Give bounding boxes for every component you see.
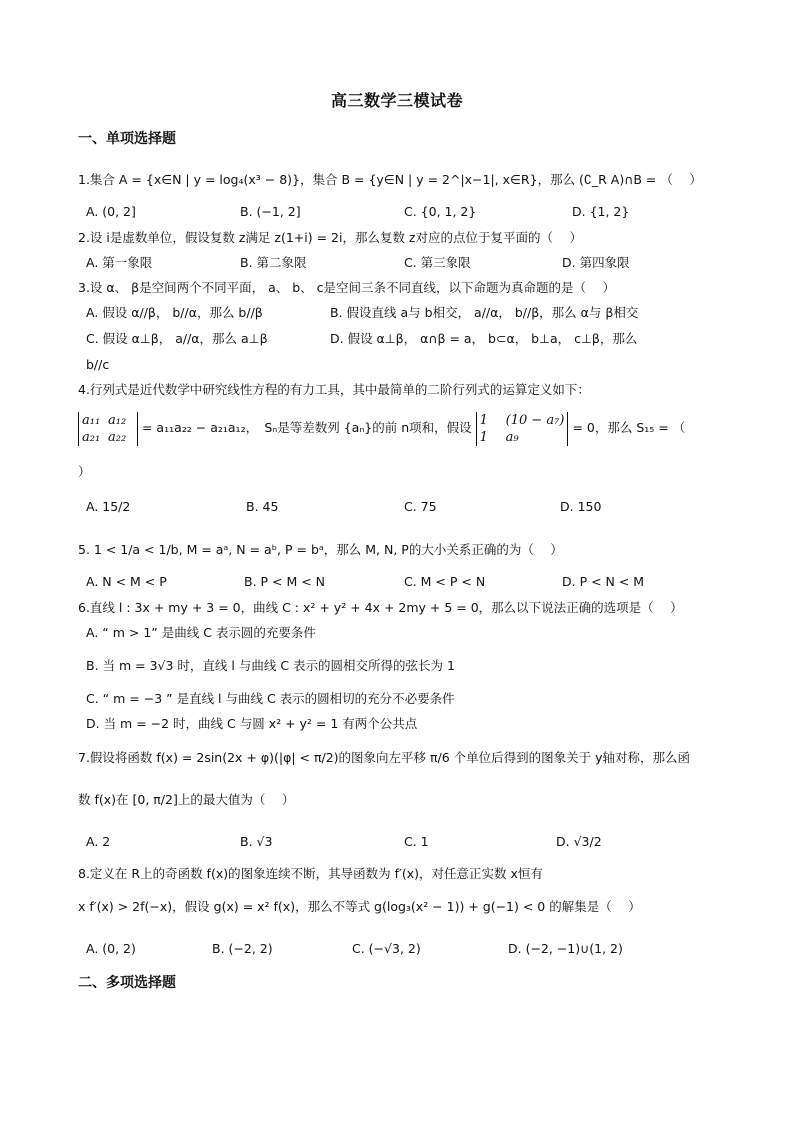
det1-cell: a₁₂ (108, 412, 127, 428)
question-5-option-b: B. P < M < N (244, 574, 326, 589)
question-3-option-a: A. 假设 α//β， b//α，那么 b//β (86, 305, 263, 320)
question-3-option-d: D. 假设 α⊥β， α∩β = a， b⊂α， b⊥a， c⊥β，那么 (330, 331, 638, 346)
question-8-stem-2: x f′(x) > 2f(−x)，假设 g(x) = x² f(x)，那么不等式 g(log₃(x² − 1)) + g(−1) < 0 的解集是（ ） (78, 899, 641, 914)
page-title: 高三数学三模试卷 (330, 91, 463, 110)
question-7-option-c: C. 1 (404, 834, 429, 849)
question-1-option-b: B. (−1, 2] (240, 204, 301, 219)
det1-cell: a₂₂ (108, 429, 127, 445)
question-1-option-d: D. {1, 2} (572, 204, 630, 219)
question-8-stem-1: 8.定义在 R上的奇函数 f(x)的图象连续不断，其导函数为 f′(x)，对任意正实数 x恒有 (78, 866, 543, 881)
question-5-stem: 5. 1 < 1/a < 1/b, M = aᵃ, N = aᵇ, P = bᵃ，那么 M, N, P的大小关系正确的为（ ） (78, 542, 563, 557)
determinant-condition (476, 412, 569, 446)
section-heading-single: 一、单项选择题 (78, 131, 176, 147)
question-8-option-b: B. (−2, 2) (212, 941, 273, 956)
question-1-option-c: C. {0, 1, 2} (404, 204, 477, 219)
question-2-option-d: D. 第四象限 (562, 255, 630, 270)
question-6-option-a: A. “ m > 1” 是曲线 C 表示圆的充要条件 (86, 625, 316, 640)
question-1-option-a: A. (0, 2] (86, 204, 136, 219)
question-4-option-a: A. 15/2 (86, 499, 131, 514)
det2-cell: 1 (479, 429, 488, 445)
det2-cell: a₉ (505, 429, 519, 445)
determinant-definition (78, 412, 138, 446)
section-heading-multi: 二、多项选择题 (78, 975, 176, 991)
question-5-option-c: C. M < P < N (404, 574, 486, 589)
question-8-option-a: A. (0, 2) (86, 941, 136, 956)
question-4-stem-close: ） (78, 464, 91, 479)
question-8-option-c: C. (−√3, 2) (352, 941, 421, 956)
question-4-option-c: C. 75 (404, 499, 437, 514)
question-2-stem: 2.设 i是虚数单位，假设复数 z满足 z(1+i) = 2i，那么复数 z对应的点位于复平面的（ ） (78, 230, 582, 245)
question-4-formula-line (78, 410, 685, 446)
question-8-option-d: D. (−2, −1)∪(1, 2) (508, 941, 623, 956)
question-4-formula-text: = a₁₁a₂₂ − a₂₁a₁₂， Sₙ是等差数列 {aₙ}的前 n项和，假设 (141, 420, 472, 435)
det2-cell: 1 (479, 412, 488, 428)
question-2-option-c: C. 第三象限 (404, 255, 471, 270)
question-4-stem: 4.行列式是近代数学中研究线性方程的有力工具，其中最简单的二阶行列式的运算定义如下： (78, 382, 590, 397)
question-7-option-d: D. √3/2 (556, 834, 602, 849)
question-6-option-b: B. 当 m = 3√3 时，直线 l 与曲线 C 表示的圆相交所得的弦长为 1 (86, 658, 455, 673)
question-4-formula-end: = 0，那么 S₁₅ = （ (572, 420, 686, 435)
question-7-stem-1: 7.假设将函数 f(x) = 2sin(2x + φ)(|φ| < π/2)的图象向左平移 π/6 个单位后得到的图象关于 y轴对称，那么函 (78, 750, 691, 765)
question-4-option-b: B. 45 (246, 499, 279, 514)
question-5-option-d: D. P < N < M (562, 574, 645, 589)
question-3-option-b: B. 假设直线 a与 b相交， a//α， b//β，那么 α与 β相交 (330, 305, 639, 320)
question-4-option-d: D. 150 (560, 499, 602, 514)
question-7-stem-2: 数 f(x)在 [0, π/2]上的最大值为（ ） (78, 792, 295, 807)
question-6-stem: 6.直线 l : 3x + my + 3 = 0，曲线 C : x² + y² + 4x + 2my + 5 = 0，那么以下说法正确的选项是（ ） (78, 600, 683, 615)
question-2-option-b: B. 第二象限 (240, 255, 307, 270)
question-1-stem: 1.集合 A = {x∈N | y = log₄(x³ − 8)}，集合 B = {y∈N | y = 2^|x−1|, x∈R}，那么 (∁_R A)∩B = （ ） (78, 172, 702, 187)
question-5-option-a: A. N < M < P (86, 574, 167, 589)
question-6-option-c: C. “ m = −3 ” 是直线 l 与曲线 C 表示的圆相切的充分不必要条件 (86, 691, 455, 706)
det1-cell: a₂₁ (82, 429, 101, 445)
question-3-stem: 3.设 α、 β是空间两个不同平面， a、 b、 c是空间三条不同直线，以下命题为真命题的是（ ） (78, 280, 615, 295)
question-7-option-b: B. √3 (240, 834, 273, 849)
question-3-option-d-cont: b//c (86, 357, 110, 372)
question-7-option-a: A. 2 (86, 834, 111, 849)
question-2-option-a: A. 第一象限 (86, 255, 153, 270)
question-6-option-d: D. 当 m = −2 时，曲线 C 与圆 x² + y² = 1 有两个公共点 (86, 716, 418, 731)
question-3-option-c: C. 假设 α⊥β， a//α，那么 a⊥β (86, 331, 268, 346)
det1-cell: a₁₁ (82, 412, 101, 428)
det2-cell: (10 − a₇) (505, 412, 565, 428)
